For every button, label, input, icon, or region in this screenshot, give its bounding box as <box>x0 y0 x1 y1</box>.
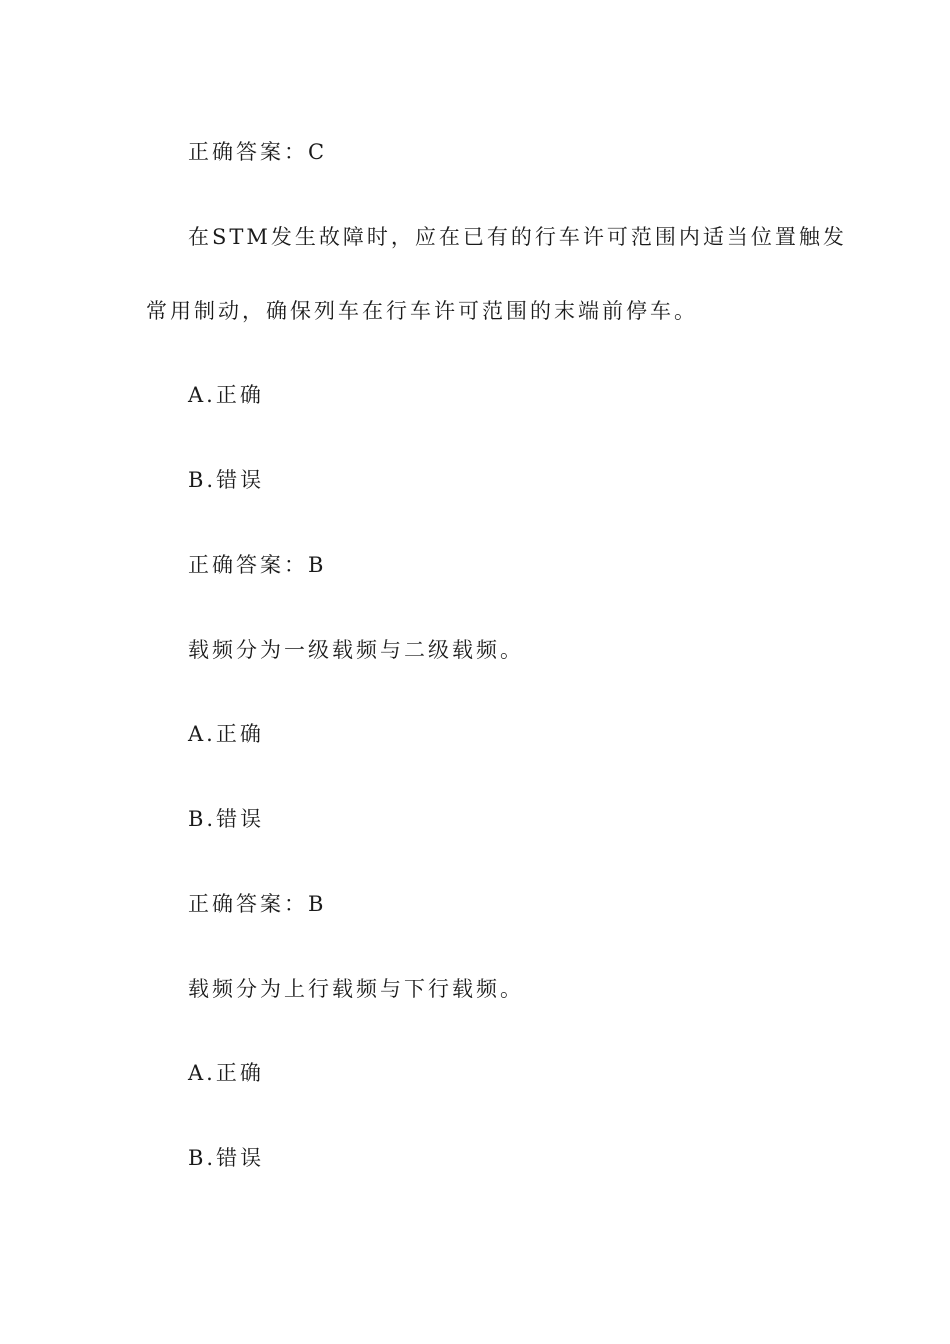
answer-line: 正确答案：C <box>188 140 328 164</box>
question-text: 在STM发生故障时，应在已有的行车许可范围内适当位置触发 <box>188 225 847 249</box>
question-text: 载频分为上行载频与下行载频。 <box>188 977 524 1001</box>
option-a: A.正确 <box>188 1061 264 1085</box>
option-b: B.错误 <box>188 807 265 831</box>
option-b: B.错误 <box>188 468 265 492</box>
option-a: A.正确 <box>188 383 264 407</box>
question-text: 载频分为一级载频与二级载频。 <box>188 638 524 662</box>
answer-line: 正确答案：B <box>188 553 327 577</box>
question-text-continued: 常用制动，确保列车在行车许可范围的末端前停车。 <box>146 299 698 323</box>
answer-line: 正确答案：B <box>188 892 327 916</box>
option-b: B.错误 <box>188 1146 265 1170</box>
option-a: A.正确 <box>188 722 264 746</box>
